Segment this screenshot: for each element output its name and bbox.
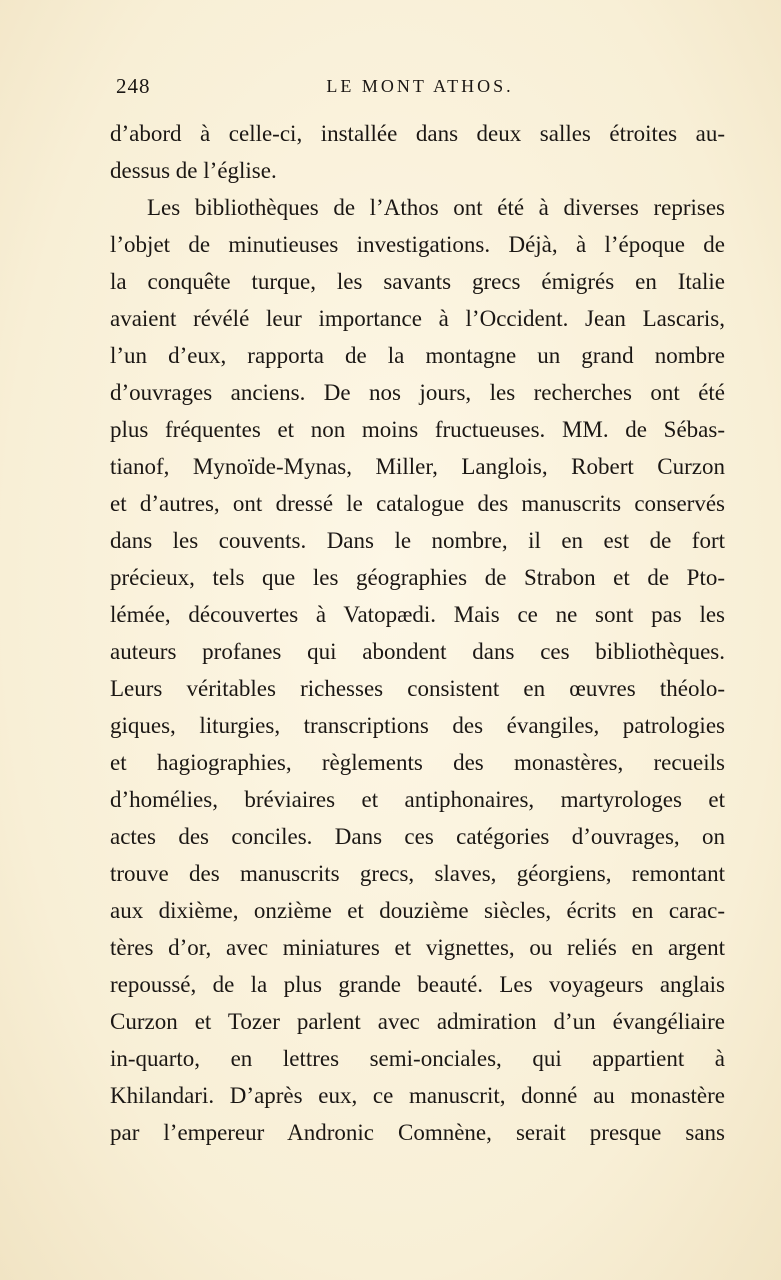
text-line: dessus de l’église.: [110, 158, 277, 183]
text-line: plus fréquentes et non moins fructueuses. MM. de Sébas-: [110, 417, 725, 442]
text-line: repoussé, de la plus grande beauté. Les voyageurs anglais: [110, 972, 725, 997]
text-line: actes des conciles. Dans ces catégories d’ouvrages, on: [110, 824, 725, 849]
text-line: et hagiographies, règlements des monastères, recueils: [110, 750, 725, 775]
text-line: par l’empereur Andronic Comnène, serait presque sans: [110, 1120, 725, 1145]
text-line: trouve des manuscrits grecs, slaves, géorgiens, remontant: [110, 861, 725, 886]
paragraph-first-line: Les bibliothèques de l’Athos ont été à diverses reprises: [147, 195, 725, 220]
text-line: l’objet de minutieuses investigations. Déjà, à l’époque de: [110, 232, 725, 257]
text-line: d’ouvrages anciens. De nos jours, les recherches ont été: [110, 380, 725, 405]
text-line: lémée, découvertes à Vatopædi. Mais ce ne sont pas les: [110, 602, 725, 627]
text-line: tères d’or, avec miniatures et vignettes, ou reliés en argent: [110, 935, 725, 960]
text-line: Khilandari. D’après eux, ce manuscrit, donné au monastère: [110, 1083, 725, 1108]
text-line: auteurs profanes qui abondent dans ces bibliothèques.: [110, 639, 725, 664]
text-line: giques, liturgies, transcriptions des évangiles, patrologies: [110, 713, 725, 738]
page-number: 248: [116, 74, 151, 98]
text-line: d’abord à celle-ci, installée dans deux salles étroites au-: [110, 121, 725, 146]
text-line: précieux, tels que les géographies de Strabon et de Pto-: [110, 565, 725, 590]
text-line: in-quarto, en lettres semi-onciales, qui appartient à: [110, 1046, 725, 1071]
text-line: d’homélies, bréviaires et antiphonaires, martyrologes et: [110, 787, 725, 812]
text-line: aux dixième, onzième et douzième siècles, écrits en carac-: [110, 898, 725, 923]
text-line: dans les couvents. Dans le nombre, il en est de fort: [110, 528, 725, 553]
text-line: tianof, Mynoïde-Mynas, Miller, Langlois, Robert Curzon: [110, 454, 725, 479]
running-title: LE MONT ATHOS.: [326, 76, 514, 96]
text-line: la conquête turque, les savants grecs émigrés en Italie: [110, 269, 725, 294]
text-line: Leurs véritables richesses consistent en œuvres théolo-: [110, 676, 725, 701]
text-line: et d’autres, ont dressé le catalogue des manuscrits conservés: [110, 491, 725, 516]
text-line: avaient révélé leur importance à l’Occident. Jean Lascaris,: [110, 306, 725, 331]
text-line: l’un d’eux, rapporta de la montagne un grand nombre: [110, 343, 725, 368]
text-line: Curzon et Tozer parlent avec admiration d’un évangéliaire: [110, 1009, 725, 1034]
page-header: [116, 74, 724, 104]
